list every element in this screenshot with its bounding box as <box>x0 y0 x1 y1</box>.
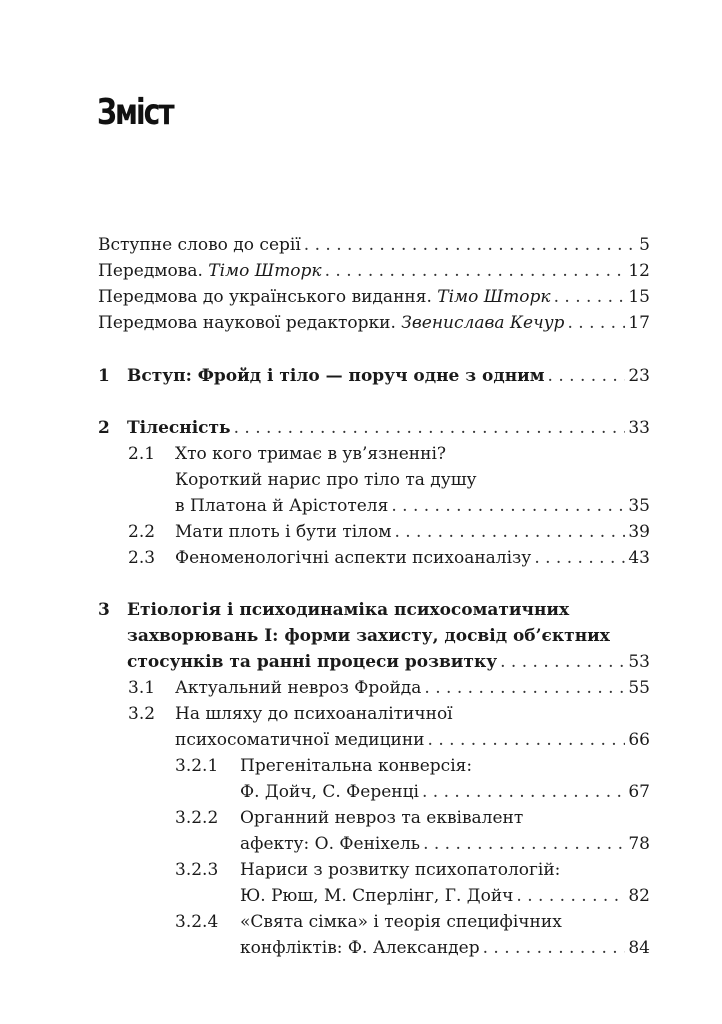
toc-subsection-3-2-3[interactable] <box>98 857 650 883</box>
page-number: 35 <box>628 496 650 516</box>
chapter-title: Вступ: Фройд і тіло — поруч одне з одним <box>127 366 545 386</box>
toc-chapter-3-line-3[interactable] <box>98 649 650 675</box>
toc-entry-preface[interactable] <box>98 258 650 284</box>
entry-author: Тімо Шторк <box>437 287 551 307</box>
chapter-title-line-3: стосунків та ранні процеси розвитку <box>127 652 498 672</box>
page-number: 15 <box>628 287 650 307</box>
toc-subsection-3-2-4[interactable] <box>98 909 650 935</box>
dot-leader <box>423 831 625 857</box>
page-number: 12 <box>628 261 650 281</box>
toc-subsection-3-2-1[interactable] <box>98 753 650 779</box>
dot-leader <box>391 493 625 519</box>
page-number: 43 <box>628 548 650 568</box>
subsection-title-line-2: Ф. Дойч, С. Ференці <box>240 782 419 802</box>
section-title-line-2: психосоматичної медицини <box>175 730 425 750</box>
toc-section-3-2[interactable] <box>98 701 650 727</box>
section-title-line-3: в Платона й Арістотеля <box>175 496 389 516</box>
page-number: 23 <box>628 366 650 386</box>
section-number: 2.3 <box>128 548 156 568</box>
dot-leader <box>325 258 626 284</box>
entry-title: Передмова. Тімо Шторк <box>98 261 322 281</box>
section-title: Актуальний невроз Фройда <box>175 678 422 698</box>
page-number: 17 <box>628 313 650 333</box>
subsection-title-line-2: Ю. Рюш, М. Сперлінг, Г. Дойч <box>240 886 514 906</box>
dot-leader <box>534 545 625 571</box>
dot-leader <box>234 415 626 441</box>
toc-section-2-1-line-2[interactable] <box>98 467 650 493</box>
page-number: 33 <box>628 418 650 438</box>
toc-entry-preface-ukrainian[interactable] <box>98 284 650 310</box>
entry-author: Тімо Шторк <box>208 261 322 281</box>
entry-title: Вступне слово до серії <box>98 235 301 255</box>
subsection-title-line-2: конфліктів: Ф. Александер <box>240 938 480 958</box>
subsection-title-line-1: Прегенітальна конверсія: <box>240 756 473 776</box>
page-title: Зміст <box>97 92 173 133</box>
section-title-line-1: На шляху до психоаналітичної <box>175 704 453 724</box>
chapter-number: 2 <box>98 418 110 438</box>
chapter-number: 3 <box>98 600 110 620</box>
subsection-title-line-1: Нариси з розвитку психопатологій: <box>240 860 561 880</box>
dot-leader <box>483 935 626 961</box>
entry-title: Передмова до українського видання. Тімо Шторк <box>98 287 551 307</box>
section-title: Феноменологічні аспекти психоаналізу <box>175 548 532 568</box>
page-number: 78 <box>628 834 650 854</box>
dot-leader <box>500 649 625 675</box>
section-number: 2.2 <box>128 522 156 542</box>
dot-leader <box>394 519 625 545</box>
dot-leader <box>304 232 636 258</box>
subsection-title-line-2: афекту: О. Феніхель <box>240 834 421 854</box>
dot-leader <box>554 284 626 310</box>
page-number: 55 <box>628 678 650 698</box>
toc-subsection-3-2-1-line-2[interactable] <box>98 779 650 805</box>
dot-leader <box>422 779 625 805</box>
toc-subsection-3-2-3-line-2[interactable] <box>98 883 650 909</box>
chapter-title-line-2: захворювань I: форми захисту, досвід об’єктних <box>127 626 610 646</box>
page-number: 53 <box>628 652 650 672</box>
toc-section-3-1[interactable] <box>98 675 650 701</box>
subsection-number: 3.2.1 <box>175 756 219 776</box>
subsection-title-line-1: Органний невроз та еквівалент <box>240 808 524 828</box>
entry-title: Передмова наукової редакторки. Звенислава Кечур <box>98 313 565 333</box>
section-number: 3.1 <box>128 678 156 698</box>
toc-chapter-3-line-2[interactable] <box>98 623 650 649</box>
chapter-number: 1 <box>98 366 110 386</box>
dot-leader <box>516 883 625 909</box>
dot-leader <box>428 727 626 753</box>
section-number: 2.1 <box>128 444 156 464</box>
dot-leader <box>567 310 625 336</box>
toc-section-2-1[interactable] <box>98 441 650 467</box>
toc-entry-series-foreword[interactable] <box>98 232 650 258</box>
page-number: 67 <box>628 782 650 802</box>
subsection-title-line-1: «Свята сімка» і теорія специфічних <box>240 912 562 932</box>
chapter-title: Тілесність <box>127 418 231 438</box>
entry-author: Звенислава Кечур <box>401 313 565 333</box>
toc-subsection-3-2-2[interactable] <box>98 805 650 831</box>
toc-subsection-3-2-2-line-2[interactable] <box>98 831 650 857</box>
subsection-number: 3.2.3 <box>175 860 219 880</box>
subsection-number: 3.2.2 <box>175 808 219 828</box>
page-number: 39 <box>628 522 650 542</box>
subsection-number: 3.2.4 <box>175 912 219 932</box>
toc-section-3-2-line-2[interactable] <box>98 727 650 753</box>
toc-subsection-3-2-4-line-2[interactable] <box>98 935 650 961</box>
toc-chapter-3[interactable] <box>98 597 650 623</box>
dot-leader <box>548 363 626 389</box>
section-number: 3.2 <box>128 704 156 724</box>
section-title: Мати плоть і бути тілом <box>175 522 392 542</box>
page-number: 66 <box>628 730 650 750</box>
toc-section-2-3[interactable] <box>98 545 650 571</box>
section-title-line-1: Хто кого тримає в ув’язненні? <box>175 444 447 464</box>
page-number: 82 <box>628 886 650 906</box>
toc-chapter-2[interactable] <box>98 415 650 441</box>
toc-entry-preface-editor[interactable] <box>98 310 650 336</box>
toc-chapter-1[interactable] <box>98 363 650 389</box>
chapter-title-line-1: Етіологія і психодинаміка психосоматичних <box>127 600 570 620</box>
page-number: 84 <box>628 938 650 958</box>
toc-section-2-1-line-3[interactable] <box>98 493 650 519</box>
page-number: 5 <box>639 235 650 255</box>
dot-leader <box>424 675 625 701</box>
section-title-line-2: Короткий нарис про тіло та душу <box>175 470 477 490</box>
toc-section-2-2[interactable] <box>98 519 650 545</box>
